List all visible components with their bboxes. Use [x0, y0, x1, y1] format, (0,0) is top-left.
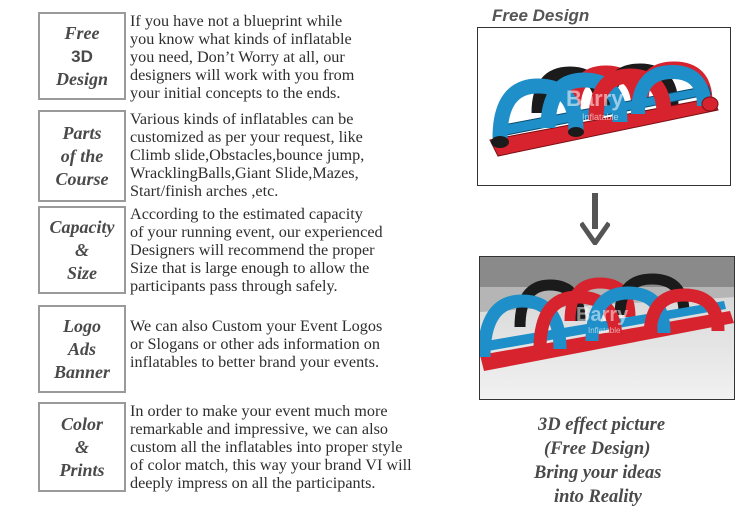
watermark-subtext: Inflatable: [588, 326, 621, 335]
feature-label-line: Parts: [62, 122, 102, 143]
inflatable-course-photo: [480, 257, 735, 400]
watermark-text: Barry: [576, 304, 629, 326]
feature-label-line: Free: [64, 22, 100, 43]
caption-line: into Reality: [554, 487, 642, 507]
feature-label-line: Color: [60, 413, 103, 434]
feature-label-line: Design: [55, 68, 108, 89]
feature-label-line: Prints: [59, 459, 105, 480]
feature-label-box: [38, 110, 126, 202]
feature-label-box: [38, 305, 126, 393]
feature-label-line: Banner: [53, 361, 111, 382]
feature-label-line: &: [74, 239, 89, 260]
caption-line: (Free Design): [544, 439, 651, 459]
feature-label-line: Logo: [63, 315, 101, 336]
feature-label-line: &: [74, 436, 89, 457]
feature-label-box: [38, 402, 126, 492]
feature-label-line: Ads: [67, 338, 96, 359]
feature-label-line: of the: [60, 145, 104, 166]
free-design-title: Free Design: [492, 6, 590, 25]
arrow-down-icon: [580, 193, 610, 245]
caption-line: Bring your ideas: [534, 463, 662, 483]
reality-photo-image: [479, 256, 735, 400]
feature-label-box: [38, 206, 126, 294]
feature-label-line: 3D: [71, 46, 93, 66]
feature-label-box: [38, 12, 126, 100]
caption-line: 3D effect picture: [538, 415, 666, 435]
feature-label-line: Course: [55, 168, 109, 189]
design-render-image: [477, 27, 731, 186]
feature-description: According to the estimated capacity of your running event, our experienced Designers will recommend the proper Size that is large enough to allow the participants pass through safely.: [130, 205, 383, 295]
watermark-subtext: Inflatable: [582, 112, 619, 122]
feature-label-line: Capacity: [49, 216, 115, 237]
feature-description: Various kinds of inflatables can be customized as per your request, like Climb slide,Obstacles,bounce jump, WracklingBalls,Giant Slide,Mazes, Start/finish arches ,etc.: [130, 110, 365, 200]
feature-label-line: Size: [66, 262, 97, 283]
feature-description: We can also Custom your Event Logos or Slogans or other ads information on inflatables to better brand your events.: [130, 317, 383, 371]
caption: [520, 413, 720, 509]
feature-description: In order to make your event much more remarkable and impressive, we can also custom all the inflatables into proper style of color match, this way your brand VI will deeply impress on all the participants.: [130, 402, 412, 492]
feature-description: If you have not a blueprint while you know what kinds of inflatable you need, Don’t Worry at all, our designers will work with you from your initial concepts to the ends.: [130, 12, 355, 102]
inflatable-course-render: [478, 28, 731, 186]
watermark-text: Barry: [566, 86, 624, 111]
